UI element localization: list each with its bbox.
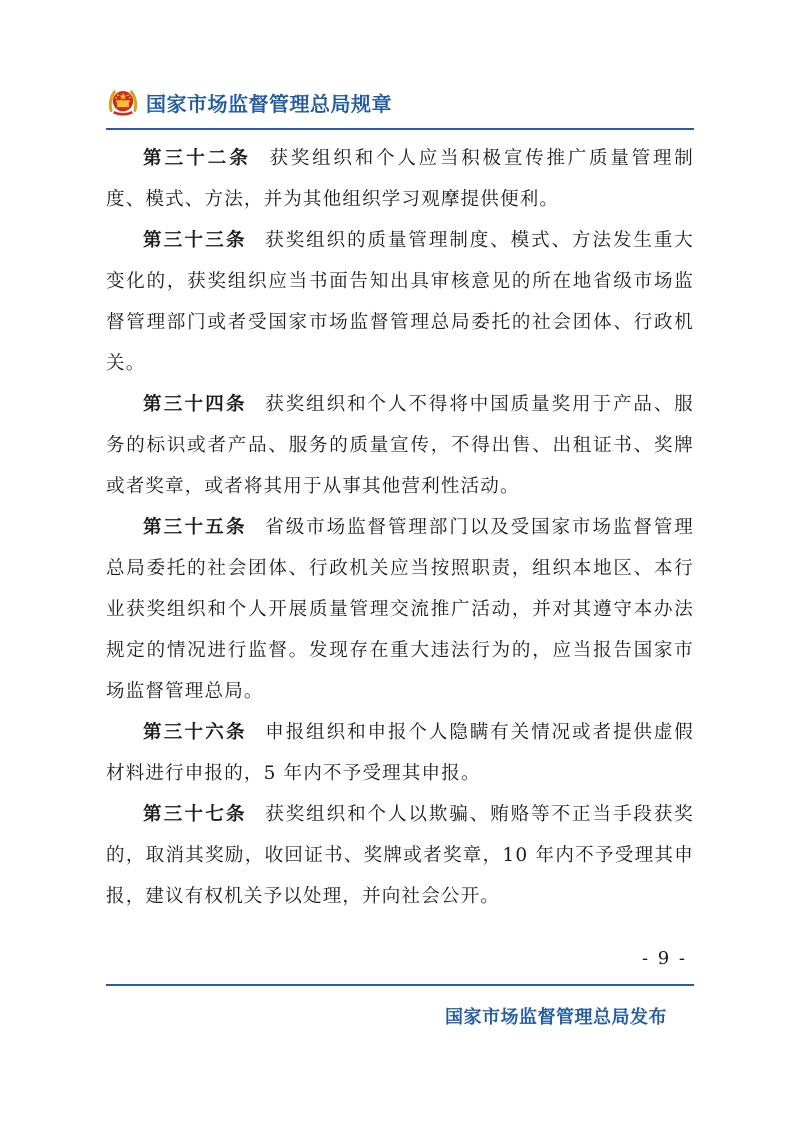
- article: [106, 507, 694, 712]
- article: [106, 712, 694, 794]
- footer-divider: [106, 984, 694, 986]
- article-number: 第三十七条: [143, 804, 247, 825]
- article-text: 申报组织和申报个人隐瞒有关情况或者提供虚假材料进行申报的，5 年内不予受理其申报。: [106, 722, 694, 784]
- article-number: 第三十三条: [143, 230, 247, 251]
- page-header: [106, 84, 392, 120]
- article-text: 获奖组织和个人应当积极宣传推广质量管理制度、模式、方法，并为其他组织学习观摩提供便利。: [106, 148, 694, 210]
- page-number: - 9 -: [641, 948, 687, 969]
- article: [106, 794, 694, 917]
- article-number: 第三十五条: [143, 517, 247, 538]
- article: [106, 138, 694, 220]
- article-number: 第三十二条: [143, 148, 252, 169]
- header-divider: [106, 128, 694, 130]
- article-number: 第三十六条: [143, 722, 247, 743]
- article-number: 第三十四条: [143, 394, 247, 415]
- header-title: 国家市场监督管理总局规章: [146, 91, 392, 116]
- document-body: [106, 138, 694, 917]
- article-text: 获奖组织的质量管理制度、模式、方法发生重大变化的，获奖组织应当书面告知出具审核意见的所在地省级市场监督管理部门或者受国家市场监督管理总局委托的社会团体、行政机关。: [106, 230, 694, 374]
- article-text: 获奖组织和个人不得将中国质量奖用于产品、服务的标识或者产品、服务的质量宣传，不得出售、出租证书、奖牌或者奖章，或者将其用于从事其他营利性活动。: [106, 394, 694, 497]
- article: [106, 384, 694, 507]
- article-text: 获奖组织和个人以欺骗、贿赂等不正当手段获奖的，取消其奖励，收回证书、奖牌或者奖章，10 年内不予受理其申报，建议有权机关予以处理，并向社会公开。: [106, 804, 694, 907]
- article-text: 省级市场监督管理部门以及受国家市场监督管理总局委托的社会团体、行政机关应当按照职责，组织本地区、本行业获奖组织和个人开展质量管理交流推广活动，并对其遵守本办法规定的情况进行监督。发现存在重大违法行为的，应当报告国家市场监督管理总局。: [106, 517, 694, 702]
- article: [106, 220, 694, 384]
- national-emblem-icon: [106, 85, 140, 119]
- footer-publisher: 国家市场监督管理总局发布: [445, 1007, 667, 1028]
